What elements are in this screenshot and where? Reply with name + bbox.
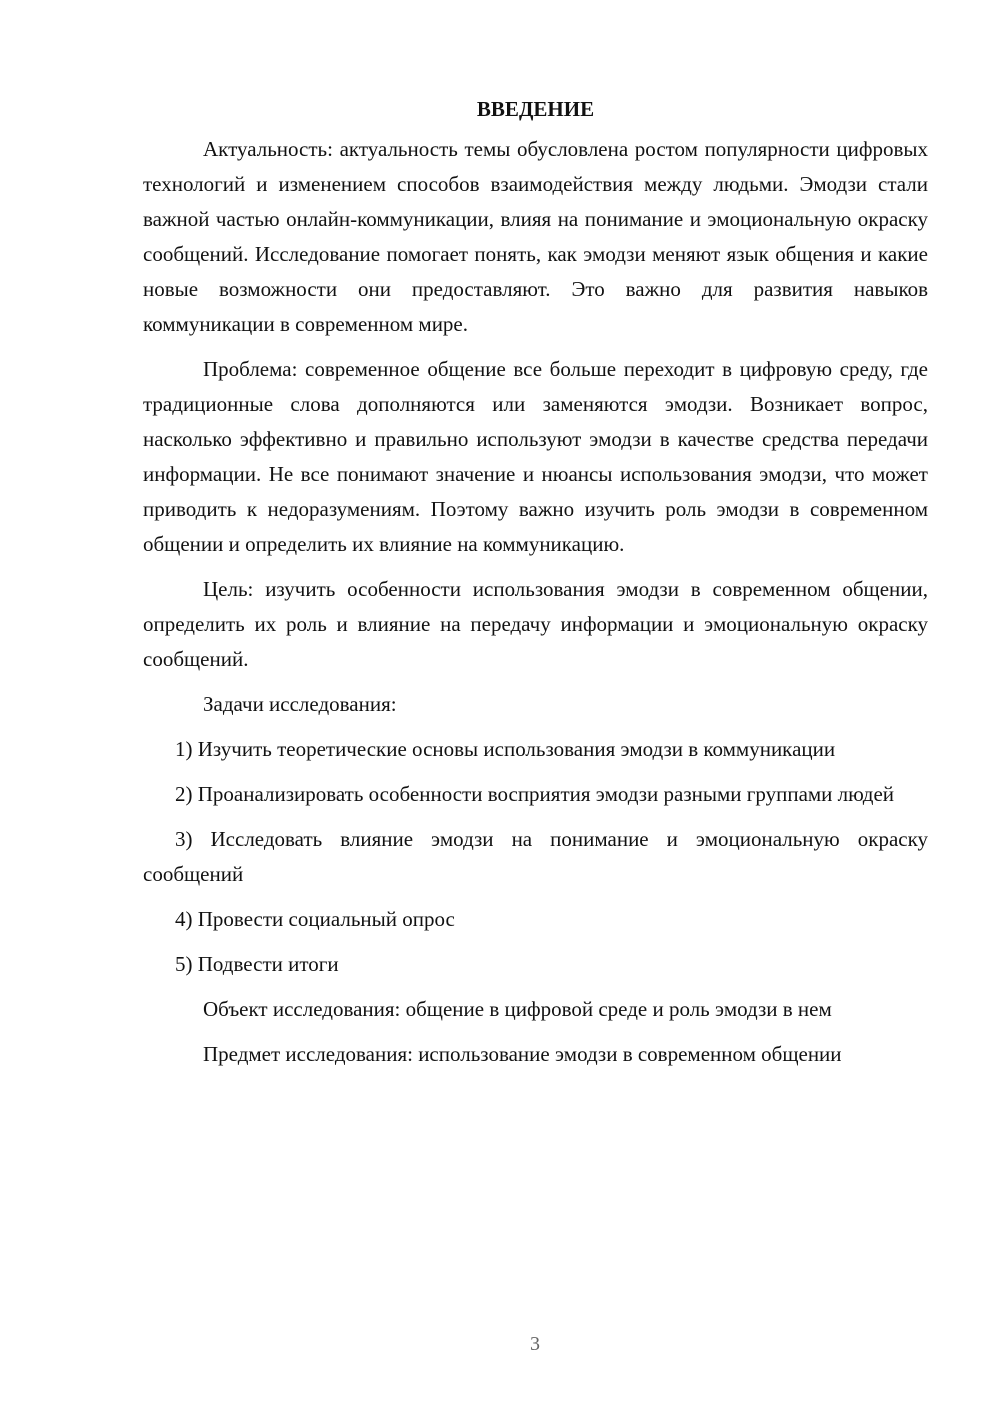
object-paragraph: Объект исследования: общение в цифровой среде и роль эмодзи в нем [203,997,832,1021]
task-item-5: 5) Подвести итоги [175,952,339,976]
problem-paragraph: Проблема: современное общение все больше переходит в цифровую среду, где традиционные слова дополняются или заменяются эмодзи. Возникает вопрос, насколько эффективно и правильно используют эмодзи в качестве средства передачи информации. Не все понимают значение и нюансы использования эмодзи, что может приводить к недоразумениям. Поэтому важно изучить роль эмодзи в современном общении и определить их влияние на коммуникацию. [143,357,928,556]
task-item-3: 3) Исследовать влияние эмодзи на понимание и эмоциональную окраску сообщений [143,827,928,886]
page-number: 3 [530,1333,540,1355]
task-item-4: 4) Провести социальный опрос [175,907,455,931]
document-page [143,92,928,1072]
tasks-heading: Задачи исследования: [203,692,397,716]
subject-paragraph: Предмет исследования: использование эмодзи в современном общении [203,1042,842,1066]
goal-paragraph: Цель: изучить особенности использования эмодзи в современном общении, определить их роль и влияние на передачу информации и эмоциональную окраску сообщений. [143,577,928,671]
relevance-paragraph: Актуальность: актуальность темы обусловлена ростом популярности цифровых технологий и изменением способов взаимодействия между людьми. Эмодзи стали важной частью онлайн-коммуникации, влияя на понимание и эмоциональную окраску сообщений. Исследование помогает понять, как эмодзи меняют язык общения и какие новые возможности они предоставляют. Это важно для развития навыков коммуникации в современном мире. [143,137,928,336]
task-item-2: 2) Проанализировать особенности восприятия эмодзи разными группами людей [175,782,895,806]
section-title: ВВЕДЕНИЕ [476,97,595,121]
task-item-1: 1) Изучить теоретические основы использования эмодзи в коммуникации [175,737,836,761]
